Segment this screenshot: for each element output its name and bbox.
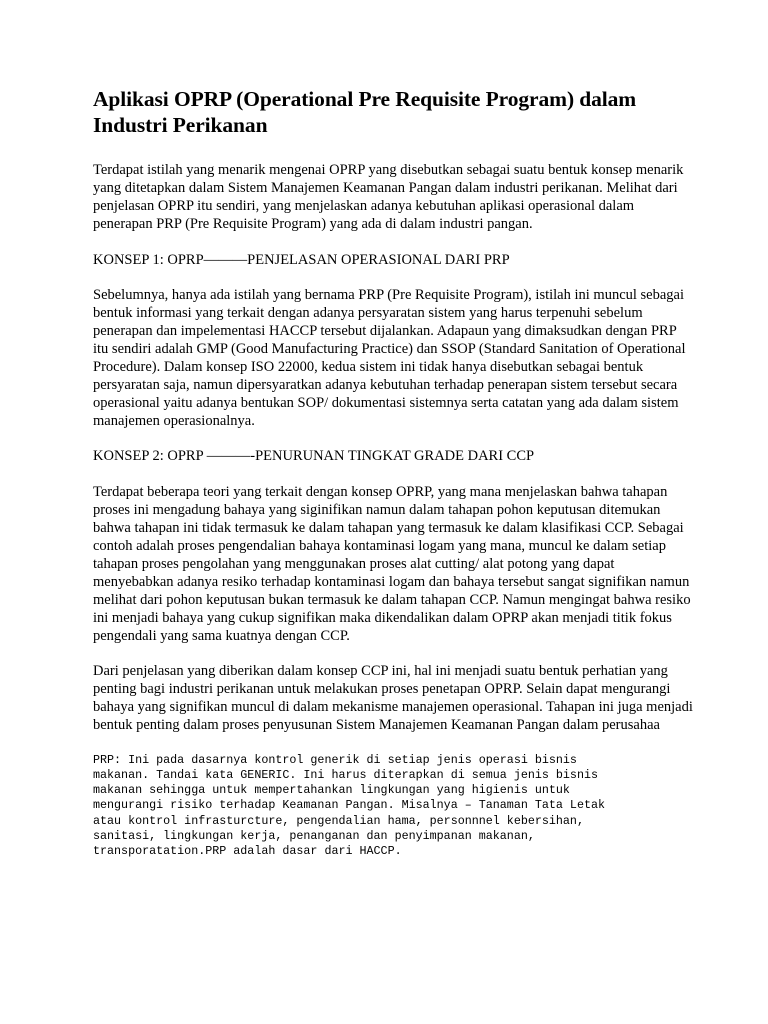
closing-paragraph: Dari penjelasan yang diberikan dalam konsep CCP ini, hal ini menjadi suatu bentuk perhatian yang penting bagi industri perikanan untuk melakukan proses penetapan OPRP. Selain dapat mengurangi bahaya yang signifikan muncul di dalam mekanisme manajemen operasional. Tahapan ini juga menjadi bentuk penting dalam proses penyusunan Sistem Manajemen Keamanan Pangan dalam perusahaa bbox=[93, 663, 693, 734]
konsep2-paragraph: Terdapat beberapa teori yang terkait dengan konsep OPRP, yang mana menjelaskan bahwa tahapan proses ini mengadung bahaya yang siginifikan namun dalam tahapan pohon keputusan ditemukan bahwa tahapan ini tidak termasuk ke dalam tahapan yang termasuk ke dalam klasifikasi CCP. Sebagai contoh adalah proses pengendalian bahaya kontaminasi logam yang mana, muncul ke dalam setiap tahapan proses pengolahan yang menggunakan proses alat cutting/ alat potong yang dapat menyebabkan adanya resiko terhadap kontaminasi logam dan bahaya tersebut sangat signifikan namun melihat dari pohon keputusan bukan termasuk ke dalam tahapan CCP. Namun mengingat bahwa resiko ini menjadi bahaya yang cukup signifikan maka dikendalikan dalam OPRP akan menjadi titik fokus pengendali yang sama kuatnya dengan CCP. bbox=[93, 484, 691, 644]
document-page bbox=[93, 86, 693, 859]
prp-note-block: PRP: Ini pada dasarnya kontrol generik di setiap jenis operasi bisnis makanan. Tandai kata GENERIC. Ini harus diterapkan di semua jenis bisnis makanan sehingga untuk mempertahankan lingkungan yang higienis untuk mengurangi risiko terhadap Keamanan Pangan. Misalnya – Tanaman Tata Letak atau kontrol infrasturcture, pengendalian hama, personnnel kebersihan, sanitasi, lingkungan kerja, penanganan dan penyimpanan makanan, transporatation.PRP adalah dasar dari HACCP. bbox=[93, 752, 605, 859]
konsep1-paragraph: Sebelumnya, hanya ada istilah yang bernama PRP (Pre Requisite Program), istilah ini muncul sebagai bentuk informasi yang terkait dengan adanya persyaratan sistem yang harus terpenuhi sebelum penerapan dan impelementasi HACCP tersebut dijalankan. Adapaun yang dimaksudkan dengan PRP itu sendiri adalah GMP (Good Manufacturing Practice) dan SSOP (Standard Sanitation of Operational Procedure). Dalam konsep ISO 22000, kedua sistem ini tidak hanya disebutkan sebagai bentuk persyaratan saja, namun dipersyaratkan adanya kebutuhan terhadap penerapan sistem tersebut secara operasional yaitu adanya bentukan SOP/ dokumentasi sistemnya serta catatan yang ada dalam sistem manajemen operasionalnya. bbox=[93, 287, 686, 429]
intro-paragraph: Terdapat istilah yang menarik mengenai OPRP yang disebutkan sebagai suatu bentuk konsep menarik yang ditetapkan dalam Sistem Manajemen Keamanan Pangan dalam industri perikanan. Melihat dari penjelasan OPRP itu sendiri, yang menjelaskan adanya kebutuhan aplikasi operasional dalam penerapan PRP (Pre Requisite Program) yang ada di dalam industri pangan. bbox=[93, 162, 684, 232]
document-title: Aplikasi OPRP (Operational Pre Requisite Program) dalam Industri Perikanan bbox=[93, 87, 637, 137]
konsep2-heading: KONSEP 2: OPRP ———-PENURUNAN TINGKAT GRADE DARI CCP bbox=[93, 448, 535, 465]
konsep1-heading: KONSEP 1: OPRP———PENJELASAN OPERASIONAL DARI PRP bbox=[93, 251, 510, 268]
